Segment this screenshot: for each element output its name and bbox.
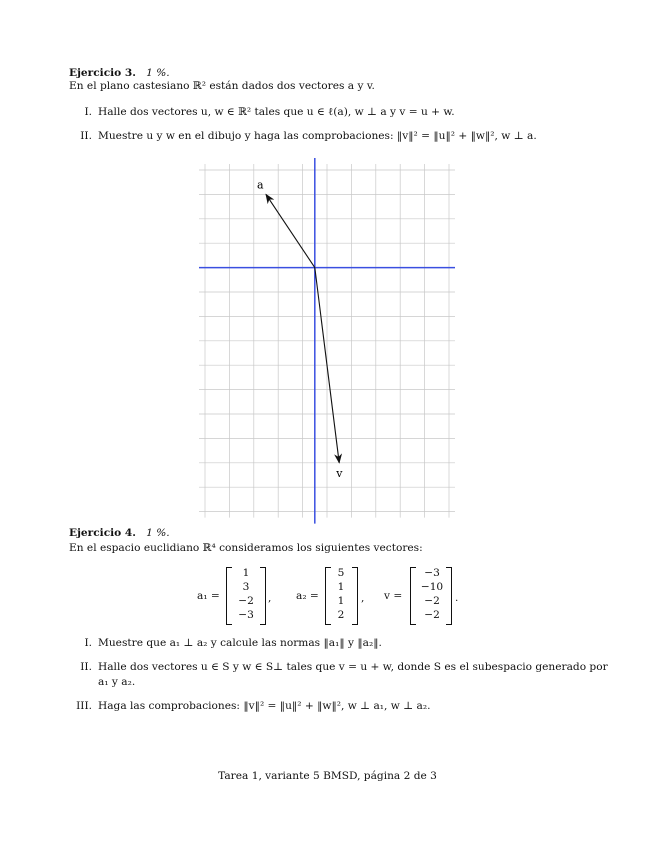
ex3-heading: Ejercicio 3. <box>69 67 136 79</box>
vector-a2-entry-2: 1 <box>337 581 345 593</box>
vector-a-label: a <box>257 178 264 192</box>
vector-v-period: . <box>455 592 459 604</box>
vector-v-entry-1: −3 <box>424 567 440 579</box>
vector-v-label: v <box>336 466 343 480</box>
vector-v-entry-4: −2 <box>424 609 440 621</box>
ex3-item-1-text: Halle dos vectores u, w ∈ ℝ² tales que u ∈ ℓ(a), w ⊥ a y v = u + w. <box>98 106 455 118</box>
vector-v-entry-3: −2 <box>424 595 440 607</box>
vector-a2-comma: , <box>361 592 365 604</box>
vector-a1-right-bracket <box>260 567 266 625</box>
vector-a2-entry-3: 1 <box>337 595 345 607</box>
vector-a2-entry-1: 5 <box>337 567 345 579</box>
vector-a-arrow <box>266 194 315 267</box>
ex4-item-2-number: II. <box>80 661 92 673</box>
vector-a1-entry-4: −3 <box>238 609 254 621</box>
vector-v-name: v = <box>384 590 403 602</box>
ex3-item-1-number: I. <box>84 106 92 118</box>
vector-a1-comma: , <box>268 592 272 604</box>
ex4-intro: En el espacio euclidiano ℝ⁴ consideramos los siguientes vectores: <box>69 542 423 554</box>
ex4-heading: Ejercicio 4. <box>69 527 136 539</box>
ex4-weight: 1 %. <box>146 527 170 539</box>
vector-v-entry-2: −10 <box>420 581 444 593</box>
ex4-item-1-text: Muestre que a₁ ⊥ a₂ y calcule las normas ‖a₁‖ y ‖a₂‖. <box>98 637 382 649</box>
ex4-item-3-number: III. <box>76 700 92 712</box>
vector-a2-entry-4: 2 <box>337 609 345 621</box>
vector-a2-name: a₂ = <box>296 590 319 602</box>
vector-a1-entry-2: 3 <box>242 581 250 593</box>
ex4-item-2-text: Halle dos vectores u ∈ S y w ∈ S⊥ tales que v = u + w, donde S es el subespacio generado por <box>98 661 608 673</box>
ex3-item-2-number: II. <box>80 130 92 142</box>
vector-a1-entry-3: −2 <box>238 595 254 607</box>
vector-a2-right-bracket <box>352 567 358 625</box>
vector-v-right-bracket <box>446 567 452 625</box>
vector-a1-entry-1: 1 <box>242 567 250 579</box>
ex4-item-2-text-continued: a₁ y a₂. <box>98 676 136 688</box>
ex3-item-2-text: Muestre u y w en el dibujo y haga las comprobaciones: ‖v‖² = ‖u‖² + ‖w‖², w ⊥ a. <box>98 130 537 142</box>
ex3-weight: 1 %. <box>146 67 170 79</box>
ex3-intro: En el plano castesiano ℝ² están dados dos vectores a y v. <box>69 80 375 92</box>
ex4-item-3-text: Haga las comprobaciones: ‖v‖² = ‖u‖² + ‖w‖², w ⊥ a₁, w ⊥ a₂. <box>98 700 431 712</box>
vector-a1-name: a₁ = <box>197 590 220 602</box>
ex4-item-1-number: I. <box>84 637 92 649</box>
ex4-title-line <box>69 527 170 540</box>
page-footer: Tarea 1, variante 5 BMSD, página 2 de 3 <box>218 770 437 782</box>
